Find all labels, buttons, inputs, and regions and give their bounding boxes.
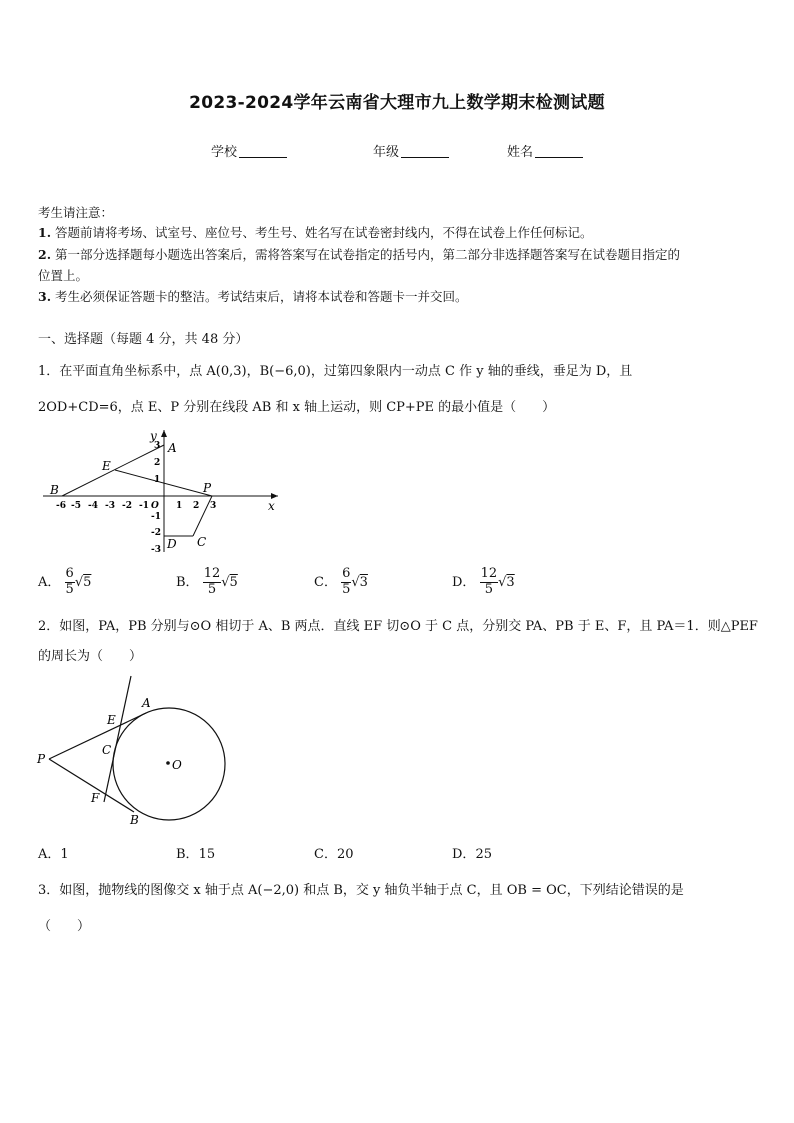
q1-option-c[interactable] bbox=[314, 567, 368, 598]
q2-option-d[interactable] bbox=[452, 843, 492, 862]
center-dot bbox=[166, 761, 170, 765]
notice-text: 位置上。 bbox=[38, 268, 89, 283]
option-letter: A． bbox=[38, 574, 61, 590]
fraction bbox=[341, 567, 351, 598]
x-tick: 3 bbox=[210, 501, 217, 511]
option-letter: B． bbox=[176, 847, 199, 862]
option-letter: C． bbox=[314, 847, 337, 862]
grade-blank[interactable] bbox=[401, 144, 449, 158]
notice-num: 2. bbox=[38, 247, 52, 262]
radicand: 5 bbox=[83, 574, 92, 590]
option-value: 25 bbox=[475, 847, 492, 862]
notice-num: 1. bbox=[38, 225, 52, 240]
segment-ab bbox=[62, 445, 164, 496]
axis-label-x: x bbox=[268, 499, 275, 513]
y-axis-arrow bbox=[161, 430, 167, 437]
point-label-a: A bbox=[168, 441, 177, 455]
page-title: 2023-2024学年云南省大理市九上数学期末检测试题 bbox=[189, 93, 605, 113]
notice-heading: 考生请注意： bbox=[38, 205, 114, 220]
q1-option-a[interactable] bbox=[38, 567, 91, 598]
point-label-b: B bbox=[130, 813, 139, 827]
q3-line1: 3．如图，抛物线的图像交 x 轴于点 A(−2,0) 和点 B，交 y 轴负半轴于点 C，且 OB = OC，下列结论错误的是 bbox=[38, 883, 684, 898]
name-label: 姓名 bbox=[507, 145, 534, 160]
tangent-ef bbox=[104, 676, 131, 802]
notice-text: 第一部分选择题每小题选出答案后，需将答案写在试卷指定的括号内，第二部分非选择题答案写在试卷题目指定的 bbox=[55, 247, 681, 262]
radicand: 3 bbox=[359, 574, 368, 590]
point-label-b: B bbox=[50, 483, 59, 497]
q1-option-b[interactable] bbox=[176, 567, 238, 598]
section-heading: 一、选择题（每题 4 分，共 48 分） bbox=[38, 332, 249, 347]
y-tick: -3 bbox=[151, 545, 161, 555]
numerator: 12 bbox=[480, 566, 498, 581]
y-tick: -1 bbox=[151, 512, 161, 522]
point-label-o: O bbox=[172, 758, 182, 772]
notice-item bbox=[38, 266, 88, 284]
y-tick: -2 bbox=[151, 528, 161, 538]
notice-item bbox=[38, 245, 680, 263]
tangent-pa bbox=[49, 713, 146, 759]
notice-text: 答题前请将考场、试室号、座位号、考生号、姓名写在试卷密封线内，不得在试卷上作任何标记。 bbox=[55, 225, 593, 240]
point-label-d: D bbox=[167, 537, 177, 551]
option-letter: D． bbox=[452, 847, 476, 862]
point-label-c: C bbox=[102, 743, 112, 757]
q1-coordinate-figure bbox=[38, 424, 288, 558]
option-value: 15 bbox=[198, 847, 216, 862]
x-tick: -6 bbox=[56, 501, 66, 511]
fraction bbox=[203, 567, 222, 598]
point-label-c: C bbox=[197, 535, 207, 549]
q2-option-a[interactable] bbox=[38, 843, 69, 862]
notice-text: 考生必须保证答题卡的整洁。考试结束后，请将本试卷和答题卡一并交回。 bbox=[55, 289, 468, 304]
q2-option-b[interactable] bbox=[176, 843, 215, 862]
point-label-e: E bbox=[107, 713, 116, 727]
q2-circle-figure bbox=[34, 672, 234, 830]
q3-line2: （ ） bbox=[38, 919, 91, 934]
x-tick: 1 bbox=[176, 501, 183, 511]
numerator: 12 bbox=[203, 566, 221, 581]
grade-field bbox=[373, 141, 449, 160]
x-tick: O bbox=[151, 501, 159, 511]
x-tick: -3 bbox=[105, 501, 115, 511]
notice-num: 3. bbox=[38, 289, 52, 304]
sqrt-icon: √ bbox=[498, 574, 507, 590]
sqrt-icon: √ bbox=[351, 574, 360, 590]
q1-line2: 2OD+CD=6，点 E、P 分别在线段 AB 和 x 轴上运动，则 CP+PE 的最小值是（ ） bbox=[38, 400, 556, 415]
denominator: 5 bbox=[342, 581, 351, 597]
q1-line1: 1．在平面直角坐标系中，点 A(0,3)，B(−6,0)，过第四象限内一动点 C 作 y 轴的垂线，垂足为 D，且 bbox=[38, 364, 633, 379]
option-letter: C． bbox=[314, 574, 337, 590]
numerator: 6 bbox=[65, 566, 74, 581]
x-tick: -2 bbox=[122, 501, 132, 511]
school-field bbox=[211, 141, 287, 160]
x-tick: -4 bbox=[88, 501, 98, 511]
radicand: 5 bbox=[229, 574, 238, 590]
axis-label-y: y bbox=[150, 429, 157, 443]
option-letter: B． bbox=[176, 574, 199, 590]
option-letter: A． bbox=[38, 847, 61, 862]
q1-option-d[interactable] bbox=[452, 567, 515, 598]
denominator: 5 bbox=[207, 581, 217, 597]
grade-label: 年级 bbox=[373, 145, 400, 160]
point-label-p: P bbox=[37, 752, 46, 766]
point-label-p: P bbox=[203, 481, 212, 495]
denominator: 5 bbox=[484, 581, 493, 597]
option-value: 20 bbox=[336, 847, 354, 862]
point-label-f: F bbox=[91, 791, 100, 805]
point-label-a: A bbox=[142, 696, 151, 710]
option-value: 1 bbox=[60, 847, 69, 862]
school-label: 学校 bbox=[211, 145, 238, 160]
q2-option-c[interactable] bbox=[314, 843, 354, 862]
x-tick: 2 bbox=[193, 501, 200, 511]
denominator: 5 bbox=[65, 581, 74, 597]
x-tick: -1 bbox=[139, 501, 149, 511]
y-tick: 3 bbox=[154, 441, 161, 451]
sqrt-icon: √ bbox=[221, 574, 230, 590]
notice-item bbox=[38, 287, 468, 305]
sqrt-icon: √ bbox=[74, 574, 84, 590]
q2-line1: 2．如图，PA，PB 分别与⊙O 相切于 A、B 两点．直线 EF 切⊙O 于 C 点，分别交 PA、PB 于 E、F，且 PA＝1．则△PEF bbox=[38, 619, 758, 634]
name-field bbox=[507, 141, 583, 160]
option-letter: D． bbox=[452, 574, 476, 590]
point-label-e: E bbox=[102, 459, 111, 473]
fraction bbox=[65, 567, 75, 598]
y-tick: 1 bbox=[154, 475, 161, 485]
notice-item bbox=[38, 223, 593, 241]
name-blank[interactable] bbox=[535, 144, 583, 158]
q2-line2: 的周长为（ ） bbox=[38, 649, 143, 664]
radicand: 3 bbox=[506, 574, 515, 590]
x-tick: -5 bbox=[71, 501, 81, 511]
school-blank[interactable] bbox=[239, 144, 287, 158]
fraction bbox=[480, 567, 499, 598]
y-tick: 2 bbox=[154, 458, 161, 468]
numerator: 6 bbox=[342, 566, 351, 581]
